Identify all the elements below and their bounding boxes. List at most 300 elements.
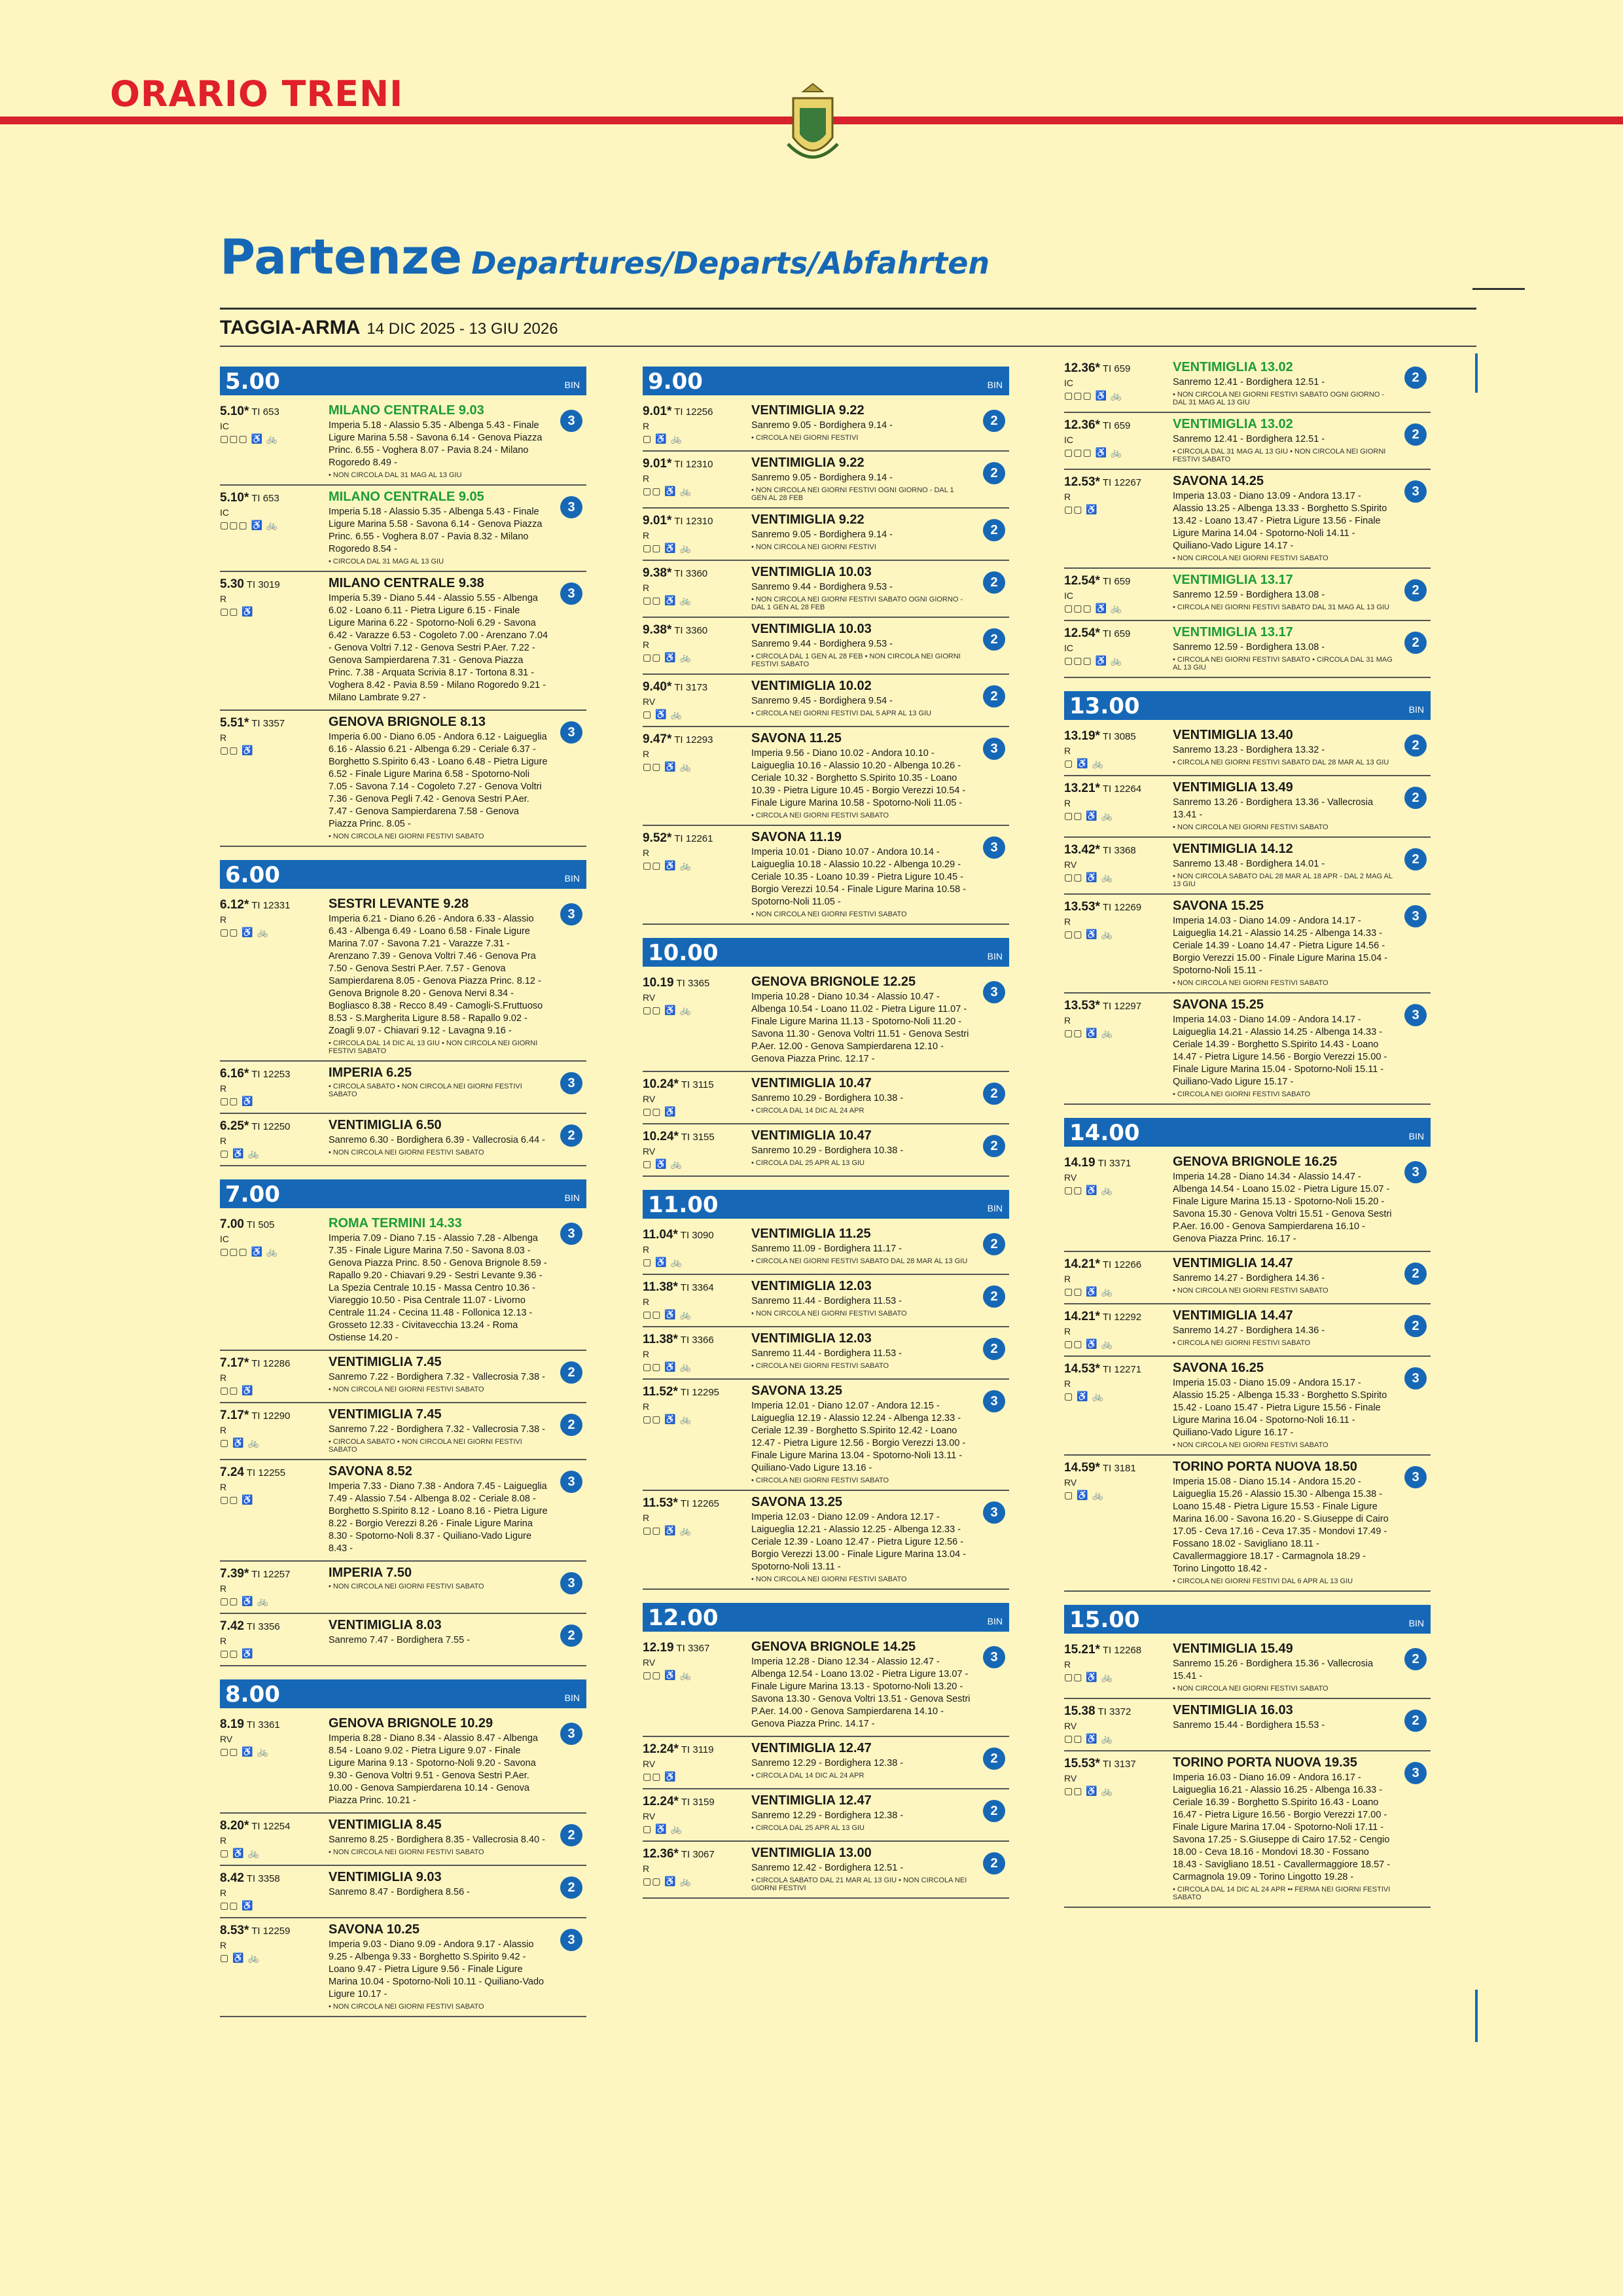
departure-row [1064,1304,1431,1357]
destination: SAVONA 10.25 [329,1922,419,1937]
departure-details [1173,417,1393,463]
service-note: • NON CIRCOLA NEI GIORNI FESTIVI SABATO [329,1848,484,1856]
departure-meta [1064,418,1169,458]
departure-row [1064,994,1431,1105]
time-value: 14.53* [1064,1362,1100,1376]
time-value: 12.54* [1064,626,1100,640]
departure-meta [1064,1757,1169,1797]
service-icons: ▢ ♿ 🚲 [643,1257,683,1267]
platform-badge: 3 [1404,905,1427,927]
page-title [220,229,990,285]
departure-meta [220,716,325,756]
departure-meta [220,1924,325,1964]
departure-details [751,565,971,611]
time-value: 10.24* [643,1077,679,1091]
time-value: 6.16* [220,1067,249,1081]
platform-badge: 2 [983,685,1005,708]
departure-meta [643,831,747,871]
service-note: • NON CIRCOLA NEI GIORNI FESTIVI SABATO [1173,1287,1329,1295]
stops-list: Sanremo 11.09 - Bordighera 11.17 - [751,1244,902,1254]
service-icons: ▢▢ ♿ 🚲 [643,1005,692,1015]
service-note: • NON CIRCOLA NEI GIORNI FESTIVI SABATO [1173,554,1329,562]
departure-meta [643,514,747,554]
train-number: TI 3371 [1095,1158,1132,1169]
time-value: 10.24* [643,1130,679,1143]
bin-label: BIN [564,1693,580,1703]
train-number: TI 3360 [671,568,708,579]
destination: VENTIMIGLIA 14.47 [1173,1256,1293,1270]
train-category: R [1064,1378,1071,1389]
train-number: TI 12295 [677,1387,720,1398]
departure-details [1173,1755,1393,1901]
title-rule [220,308,1476,310]
train-number: TI 3364 [677,1282,714,1293]
service-icons: ▢▢ ♿ [643,1771,677,1782]
service-icons: ▢ ♿ 🚲 [643,433,683,444]
departure-meta [220,898,325,938]
train-category: R [220,1482,227,1492]
service-icons: ▢▢ ♿ [220,1096,254,1106]
departure-row [220,1062,586,1114]
train-category: R [220,1888,227,1898]
platform-badge: 2 [983,1233,1005,1255]
service-note: • NON CIRCOLA NEI GIORNI FESTIVI SABATO [329,2003,484,2011]
departure-time [643,514,747,528]
train-category: RV [1064,859,1077,870]
train-category: R [1064,798,1071,808]
departure-time [643,1280,747,1295]
train-category: R [643,1297,650,1307]
time-value: 11.38* [643,1333,678,1346]
train-category: IC [1064,435,1073,445]
departure-meta [220,1619,325,1659]
platform-badge: 2 [560,1876,582,1899]
train-number: TI 12331 [249,900,291,911]
time-value: 9.38* [643,566,672,580]
departure-details [329,897,548,1055]
departure-meta [220,1217,325,1257]
train-number: TI 659 [1099,420,1131,431]
train-number: TI 653 [249,406,279,418]
departure-meta [1064,1643,1169,1683]
time-value: 12.53* [1064,475,1100,489]
departure-meta [643,680,747,720]
stops-list: Sanremo 8.25 - Bordighera 8.35 - Vallecrosia 8.40 - [329,1835,545,1845]
train-number: TI 653 [249,493,279,504]
departure-time [1064,729,1169,744]
departure-meta [220,1067,325,1107]
departure-time [220,404,325,419]
train-number: TI 3367 [673,1643,710,1654]
departure-row [220,1114,586,1166]
destination: VENTIMIGLIA 7.45 [329,1407,442,1422]
destination: MILANO CENTRALE 9.38 [329,576,484,590]
departure-time [220,1119,325,1134]
service-icons: ▢ ♿ 🚲 [220,1848,260,1858]
bin-label: BIN [564,380,580,390]
departure-details [329,1716,548,1807]
train-number: TI 12250 [249,1121,291,1132]
hour-header [1064,1118,1431,1147]
service-note: • CIRCOLA NEI GIORNI FESTIVI SABATO • CIRCOLA DAL 31 MAG AL 13 GIU [1173,656,1393,672]
bin-label: BIN [564,1193,580,1203]
stops-list: Imperia 5.18 - Alassio 5.35 - Albenga 5.43 - Finale Ligure Marina 5.58 - Savona 6.14 - Genova Piazza Princ. 6.55 - Voghera 8.07 - Pavia 8.32 - Milano Rogoredo 8.54 - [329,507,543,554]
departure-time [643,566,747,581]
departure-meta [1064,1362,1169,1402]
train-category: R [220,1136,227,1146]
platform-badge: 3 [560,903,582,925]
departure-row [1064,724,1431,776]
time-value: 5.10* [220,491,249,505]
departure-time [1064,361,1169,376]
service-note: • CIRCOLA DAL 1 GEN AL 28 FEB • NON CIRCOLA NEI GIORNI FESTIVI SABATO [751,653,961,668]
train-number: TI 12259 [249,1926,291,1937]
departure-time [220,1356,325,1371]
platform-badge: 2 [983,519,1005,541]
destination: GENOVA BRIGNOLE 16.25 [1173,1155,1338,1169]
train-category: R [1064,1659,1071,1670]
train-number: TI 3067 [678,1849,715,1860]
stops-list: Imperia 14.28 - Diano 14.34 - Alassio 14.47 - Albenga 14.54 - Loano 15.02 - Pietra Ligure 15.07 - Finale Ligure Marina 15.13 - Spotorno-Noli 15.20 - Savona 15.30 - Genova Voltri 15.51 - Genova Sestri P.Aer. 16.00 - Genova Sampierdarena 16.10 - Genova Piazza Princ. 16.17 - [1173,1172,1392,1244]
service-note: • NON CIRCOLA NEI GIORNI FESTIVI SABATO [751,910,907,918]
platform-badge: 2 [560,1124,582,1147]
departure-details [329,403,548,479]
platform-badge: 3 [560,496,582,518]
destination: GENOVA BRIGNOLE 8.13 [329,715,486,729]
departure-details [751,1128,971,1167]
service-icons: ▢▢ ♿ [643,1106,677,1117]
service-note: • CIRCOLA NEI GIORNI FESTIVI SABATO [751,1362,889,1370]
departure-meta [1064,574,1169,614]
time-value: 12.24* [643,1795,679,1808]
destination: VENTIMIGLIA 6.50 [329,1118,442,1132]
departure-time [643,404,747,419]
service-icons: ▢▢ ♿ 🚲 [1064,872,1114,882]
departure-details [1173,997,1393,1098]
service-icons: ▢ ♿ 🚲 [1064,1490,1104,1500]
time-value: 6.25* [220,1119,249,1133]
departure-row [643,1636,1009,1737]
train-number: TI 12253 [249,1069,291,1080]
destination: SAVONA 14.25 [1173,474,1264,488]
time-value: 10.19 [643,976,674,990]
departure-row [1064,413,1431,470]
departure-row [643,509,1009,561]
service-icons: ▢▢ ♿ [220,1900,254,1910]
service-icons: ▢▢ ♿ 🚲 [220,927,270,937]
service-icons: ▢▢ ♿ 🚲 [1064,929,1114,939]
stops-list: Sanremo 6.30 - Bordighera 6.39 - Vallecrosia 6.44 - [329,1135,545,1145]
time-value: 9.01* [643,514,672,528]
departure-time [643,457,747,471]
train-number: TI 3360 [671,625,708,636]
service-icons: ▢▢ ♿ 🚲 [1064,1733,1114,1744]
train-number: TI 3358 [243,1873,280,1884]
platform-badge: 2 [1404,787,1427,809]
departure-meta [643,404,747,444]
platform-badge: 3 [560,1929,582,1951]
stops-list: Sanremo 12.29 - Bordighera 12.38 - [751,1810,904,1821]
service-icons: ▢▢ ♿ 🚲 [643,486,692,496]
hour-label: 13.00 [1069,693,1140,719]
platform-badge: 2 [1404,423,1427,446]
service-icons: ▢▢▢ ♿ 🚲 [1064,447,1123,457]
hour-header [220,860,586,889]
departure-meta [1064,1310,1169,1350]
service-icons: ▢▢▢ ♿ 🚲 [220,520,279,530]
train-category: R [643,749,650,759]
destination: IMPERIA 6.25 [329,1066,412,1080]
departure-details [329,1464,548,1555]
departure-row [220,486,586,572]
time-value: 12.36* [1064,418,1100,432]
departure-meta [220,1717,325,1757]
time-value: 13.53* [1064,999,1100,1013]
service-icons: ▢▢ ♿ 🚲 [643,543,692,553]
platform-badge: 3 [983,738,1005,760]
train-category: R [643,848,650,858]
platform-badge: 2 [1404,734,1427,757]
stops-list: Sanremo 11.44 - Bordighera 11.53 - [751,1296,902,1306]
stops-list: Imperia 9.56 - Diano 10.02 - Andora 10.10 - Laigueglia 10.16 - Alassio 10.20 - Albenga 10.26 - Ceriale 10.32 - Borghetto S.Spirito 10.35 - Loano 10.39 - Pietra Ligure 10.45 - Borgio Verezzi 10.54 - Finale Ligure Marina 10.58 - Spotorno-Noli 11.05 - [751,748,966,808]
departure-details [751,679,971,717]
service-icons: ▢▢▢ ♿ 🚲 [220,1246,279,1257]
service-note: • CIRCOLA NEI GIORNI FESTIVI [751,434,859,442]
train-category: RV [1064,1172,1077,1183]
departure-time [1064,1310,1169,1324]
hour-label: 8.00 [225,1681,280,1708]
service-icons: ▢▢ ♿ 🚲 [1064,1185,1114,1195]
departure-details [751,1331,971,1370]
service-note: • NON CIRCOLA NEI GIORNI FESTIVI [751,543,876,551]
departure-meta [643,1280,747,1320]
service-note: • NON CIRCOLA NEI GIORNI FESTIVI SABATO [1173,823,1329,831]
departure-meta [643,1742,747,1782]
train-number: TI 12271 [1099,1364,1142,1375]
departure-meta [1064,1461,1169,1501]
train-category: RV [1064,1773,1077,1784]
destination: VENTIMIGLIA 11.25 [751,1227,871,1241]
hour-label: 9.00 [648,368,703,395]
departure-row [220,572,586,711]
time-value: 14.59* [1064,1461,1100,1475]
destination: VENTIMIGLIA 10.47 [751,1128,872,1143]
service-note: • CIRCOLA NEI GIORNI FESTIVI SABATO [751,812,889,819]
time-value: 14.21* [1064,1310,1100,1323]
stops-list: Sanremo 12.41 - Bordighera 12.51 - [1173,377,1325,387]
destination: VENTIMIGLIA 15.49 [1173,1641,1293,1656]
time-value: 7.39* [220,1567,249,1581]
departure-row [1064,1751,1431,1908]
departure-time [643,1228,747,1242]
train-number: TI 12267 [1099,477,1142,488]
platform-badge: 3 [983,836,1005,859]
train-number: TI 12254 [249,1821,291,1832]
platform-badge: 2 [1404,1315,1427,1337]
platform-badge: 2 [1404,1648,1427,1670]
stops-list: Sanremo 10.29 - Bordighera 10.38 - [751,1145,904,1156]
departure-details [1173,1703,1393,1732]
hour-label: 15.00 [1069,1607,1140,1633]
departure-details [751,1846,971,1892]
departure-meta [1064,1257,1169,1297]
service-note: • CIRCOLA NEI GIORNI FESTIVI SABATO [1173,1339,1311,1347]
departure-details [751,1076,971,1115]
service-note: • CIRCOLA NEI GIORNI FESTIVI SABATO DAL 28 MAR AL 13 GIU [751,1257,968,1265]
train-number: TI 12255 [243,1467,286,1479]
destination: VENTIMIGLIA 10.03 [751,565,872,579]
train-category: R [643,1401,650,1412]
destination: IMPERIA 7.50 [329,1566,412,1580]
train-number: TI 12292 [1099,1312,1142,1323]
departure-details [329,1407,548,1454]
departure-row [643,1327,1009,1380]
departure-meta [220,1408,325,1448]
platform-badge: 2 [1404,1710,1427,1732]
departure-meta [1064,900,1169,940]
train-category: RV [643,1811,656,1821]
train-category: RV [643,1094,656,1104]
train-category: RV [643,992,656,1003]
departure-row [220,1918,586,2017]
time-value: 8.20* [220,1819,249,1833]
departure-meta [220,1567,325,1607]
destination: VENTIMIGLIA 13.40 [1173,728,1293,742]
service-icons: ▢▢ ♿ [220,1494,254,1505]
departure-row [643,561,1009,618]
stops-list: Imperia 10.01 - Diano 10.07 - Andora 10.14 - Laigueglia 10.18 - Alassio 10.22 - Albenga 10.29 - Ceriale 10.35 - Loano 10.39 - Pietra Ligure 10.45 - Borgio Verezzi 10.54 - Finale Ligure Marina 10.58 - Spotorno-Noli 11.05 - [751,847,967,907]
departure-row [1064,356,1431,413]
departure-time [1064,999,1169,1013]
departure-row [1064,569,1431,621]
departure-details [1173,1308,1393,1347]
service-icons: ▢▢ ♿ 🚲 [643,1414,692,1424]
departure-details [751,975,971,1066]
departure-details [1173,360,1393,406]
departure-row [1064,1357,1431,1456]
platform-badge: 3 [1404,480,1427,503]
service-icons: ▢▢ ♿ 🚲 [643,1361,692,1372]
service-note: • NON CIRCOLA NEI GIORNI FESTIVI SABATO [1173,1441,1329,1449]
hour-header [1064,691,1431,720]
stops-list: Imperia 13.03 - Diano 13.09 - Andora 13.17 - Alassio 13.25 - Albenga 13.33 - Borghetto S.Spirito 13.42 - Loano 13.47 - Pietra Ligure 13.56 - Finale Ligure Marina 14.04 - Spotorno-Noli 14.11 - Quiliano-Vado Ligure 14.17 - [1173,491,1387,551]
departure-time [643,1130,747,1144]
train-category: R [1064,1274,1071,1284]
departure-details [751,1793,971,1832]
stops-list: Imperia 9.03 - Diano 9.09 - Andora 9.17 - Alassio 9.25 - Albenga 9.33 - Borghetto S.Spirito 9.42 - Loano 9.47 - Pietra Ligure 9.56 - Finale Ligure Marina 10.04 - Spotorno-Noli 10.11 - Quiliano-Vado Ligure 10.17 - [329,1939,544,2000]
departure-time [1064,843,1169,857]
service-icons: ▢ ♿ 🚲 [1064,1391,1104,1401]
stops-list: Sanremo 12.42 - Bordighera 12.51 - [751,1863,904,1873]
departure-time [1064,1156,1169,1170]
platform-badge: 2 [983,1338,1005,1360]
train-category: R [220,1372,227,1383]
departure-time [1064,781,1169,796]
time-value: 14.19 [1064,1156,1096,1170]
departure-meta [220,1819,325,1859]
train-category: IC [1064,590,1073,601]
destination: VENTIMIGLIA 12.03 [751,1279,872,1293]
time-value: 13.42* [1064,843,1100,857]
platform-badge: 2 [983,462,1005,484]
departure-time [643,831,747,846]
train-number: TI 12261 [671,833,713,844]
time-value: 11.52* [643,1385,678,1399]
departure-row [220,1460,586,1562]
service-icons: ▢▢ ♿ 🚲 [1064,1785,1114,1796]
train-number: TI 3173 [671,682,708,693]
stops-list: Sanremo 12.41 - Bordighera 12.51 - [1173,434,1325,444]
service-icons: ▢▢ ♿ 🚲 [643,1525,692,1535]
departure-details [1173,842,1393,888]
train-number: TI 12269 [1099,902,1142,913]
departure-row [1064,1456,1431,1592]
departure-details [1173,728,1393,766]
departure-details [329,1355,548,1393]
service-icons: ▢▢ ♿ 🚲 [643,1309,692,1319]
departure-row [220,711,586,847]
service-icons: ▢▢ ♿ 🚲 [643,595,692,605]
destination: VENTIMIGLIA 12.03 [751,1331,872,1346]
platform-badge: 2 [983,571,1005,594]
departure-row [643,727,1009,826]
service-note: • NON CIRCOLA NEI GIORNI FESTIVI OGNI GIORNO - DAL 1 GEN AL 28 FEB [751,486,954,502]
destination: VENTIMIGLIA 13.17 [1173,573,1293,587]
departure-details [1173,1256,1393,1295]
service-note: • CIRCOLA DAL 25 APR AL 13 GIU [751,1824,865,1832]
departure-meta [220,404,325,444]
departure-row [1064,470,1431,569]
service-icons: ▢▢ ♿ 🚲 [1064,1338,1114,1349]
destination: VENTIMIGLIA 12.47 [751,1793,872,1808]
stops-list: Imperia 14.03 - Diano 14.09 - Andora 14.17 - Laigueglia 14.21 - Alassio 14.25 - Albenga 14.33 - Ceriale 14.39 - Loano 14.47 - Pietra Ligure 14.56 - Borgio Verezzi 15.00 - Finale Ligure Marina 15.04 - Spotorno-Noli 15.11 - [1173,916,1388,976]
platform-badge: 3 [1404,1466,1427,1488]
train-category: IC [220,421,229,431]
service-note: • NON CIRCOLA NEI GIORNI FESTIVI SABATO [329,833,484,840]
service-note: • CIRCOLA DAL 31 MAG AL 13 GIU • NON CIRCOLA NEI GIORNI FESTIVI SABATO [1173,448,1386,463]
train-category: RV [643,1657,656,1668]
destination: VENTIMIGLIA 10.03 [751,622,872,636]
departure-time [643,1795,747,1809]
departure-meta [643,1077,747,1117]
destination: VENTIMIGLIA 8.03 [329,1618,442,1632]
platform-badge: 3 [560,583,582,605]
time-value: 7.17* [220,1356,249,1370]
destination: TORINO PORTA NUOVA 18.50 [1173,1460,1357,1474]
departure-details [751,1384,971,1484]
service-icons: ▢▢ ♿ 🚲 [643,761,692,772]
train-number: TI 3115 [678,1079,714,1090]
departure-meta [643,623,747,663]
departure-time [220,1871,325,1886]
train-number: TI 3159 [678,1797,715,1808]
departure-row [220,1814,586,1866]
departure-details [751,1741,971,1780]
departure-details [329,490,548,565]
train-category: R [643,639,650,650]
time-value: 7.17* [220,1408,249,1422]
departure-time [1064,1257,1169,1272]
service-icons: ▢▢▢ ♿ 🚲 [1064,603,1123,613]
time-value: 12.36* [1064,361,1100,375]
stops-list: Imperia 7.33 - Diano 7.38 - Andora 7.45 - Laigueglia 7.49 - Alassio 7.54 - Albenga 8.02 - Ceriale 8.08 - Borghetto S.Spirito 8.12 - Loano 8.16 - Pietra Ligure 8.22 - Borgio Verezzi 8.26 - Finale Ligure Marina 8.30 - Spotorno-Noli 8.37 - Quiliano-Vado Ligure 8.43 - [329,1481,548,1554]
train-number: TI 659 [1099,363,1131,374]
platform-badge: 2 [560,1824,582,1846]
departure-meta [220,1119,325,1159]
service-note: • CIRCOLA NEI GIORNI FESTIVI DAL 6 APR AL 13 GIU [1173,1577,1353,1585]
service-note: • CIRCOLA DAL 25 APR AL 13 GIU [751,1159,865,1167]
service-icons: ▢▢ ♿ [220,1385,254,1395]
